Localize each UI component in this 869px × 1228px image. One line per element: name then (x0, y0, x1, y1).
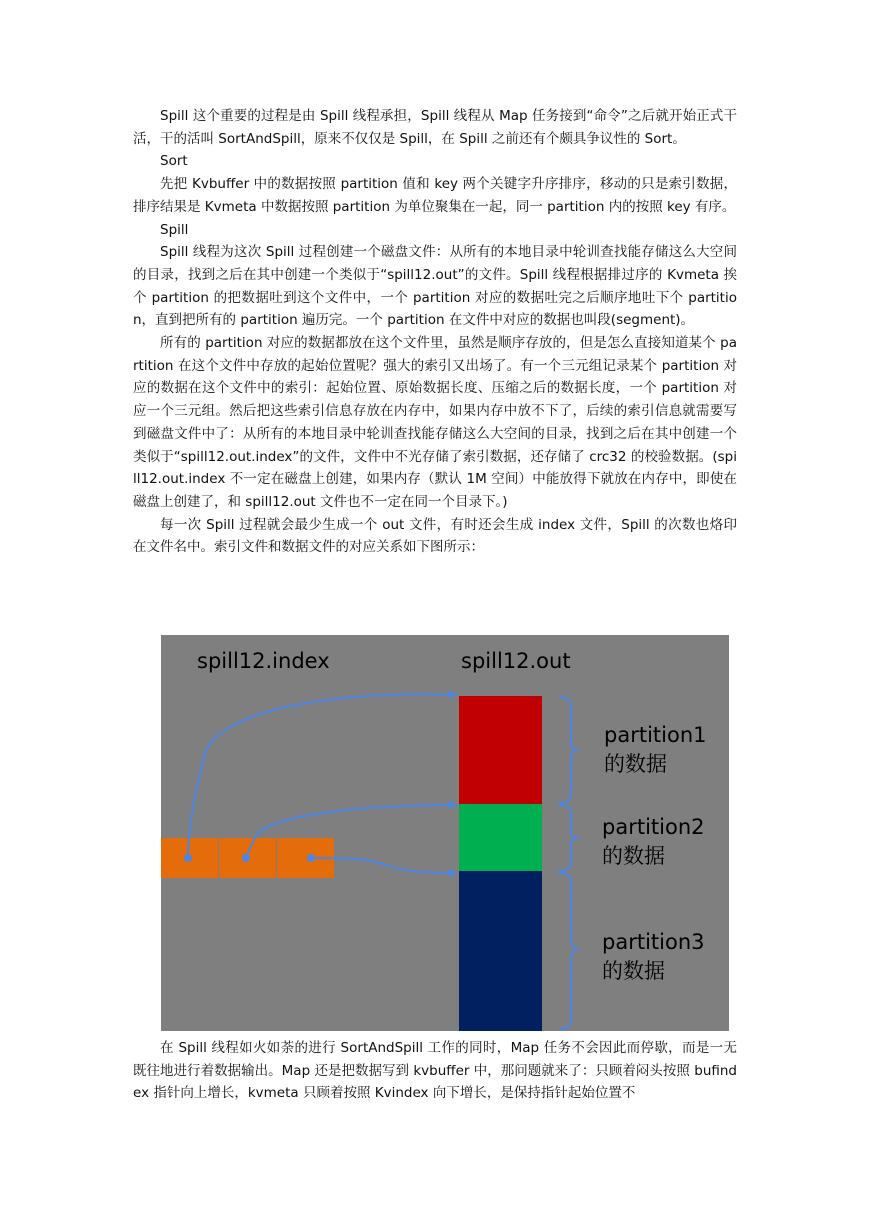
partition3-label-line2: 的数据 (602, 959, 665, 983)
paragraph-intro: Spill 这个重要的过程是由 Spill 线程承担，Spill 线程从 Map 任务接到“命令”之后就开始正式干活，干的活叫 SortAndSpill，原来不仅仅是 Spill，在 Spill 之前还有个颇具争议性的 Sort。 (133, 108, 737, 147)
text-block-bottom (133, 1037, 737, 1105)
brace-partition1 (559, 697, 579, 803)
partition2-label (602, 813, 705, 871)
partition1-label-line2: 的数据 (604, 752, 667, 776)
out-file-title: spill12.out (461, 649, 571, 673)
arrow-partition3 (311, 858, 456, 873)
partition2-label-line1: partition2 (602, 815, 705, 839)
brace-partition3 (559, 873, 579, 1029)
paragraph-index: 所有的 partition 对应的数据都放在这个文件里，虽然是顺序存放的，但是怎么直接知道某个 partition 在这个文件中存放的起始位置呢？强大的索引又出场了。有一个三元组记录某个 partition 对应的数据在这个文件中的索引：起始位置、原始数据长度、压缩之后的数据长度，一个 partition 对应一个三元组。然后把这些索引信息存放在内存中，如果内存中放不下了，后续的索引信息就需要写到磁盘文件中了：从所有的本地目录中轮训查找能存储这么大空间的目录，找到之后在其中创建一个类似于“spill12.out.index”的文件，文件中不光存储了索引数据，还存储了 crc32 的校验数据。(spill12.out.index 不一定在磁盘上创建，如果内存（默认 1M 空间）中能放得下就放在内存中，即使在磁盘上创建了，和 spill12.out 文件也不一定在同一个目录下。) (133, 335, 737, 510)
paragraph-concurrent-output: 在 Spill 线程如火如荼的进行 SortAndSpill 工作的同时，Map 任务不会因此而停歇，而是一无既往地进行着数据输出。Map 还是把数据写到 kvbuffer 中，那问题就来了：只顾着闷头按照 bufindex 指针向上增长，kvmeta 只顾着按照 Kvindex 向下增长，是保持指针起始位置不 (133, 1040, 737, 1102)
partition3-label-line1: partition3 (602, 930, 705, 954)
arrow-partition1 (188, 694, 456, 858)
partition1-label-line1: partition1 (604, 723, 707, 747)
index-pointer-dot-3 (307, 854, 315, 862)
spill-index-diagram (161, 635, 729, 1031)
heading-sort: Sort (160, 153, 188, 170)
index-file-title: spill12.index (197, 649, 330, 673)
index-pointer-dot-2 (242, 854, 250, 862)
partition2-label-line2: 的数据 (602, 844, 665, 868)
partition3-label (602, 928, 705, 986)
text-block-top (133, 105, 737, 559)
paragraph-sort: 先把 Kvbuffer 中的数据按照 partition 值和 key 两个关键字升序排序，移动的只是索引数据，排序结果是 Kvmeta 中数据按照 partition 为单位聚集在一起，同一 partition 内的按照 key 有序。 (133, 176, 737, 215)
arrow-partition2 (246, 805, 456, 858)
brace-partition2 (559, 805, 579, 871)
index-pointer-dot-1 (184, 854, 192, 862)
partition1-label (604, 721, 707, 779)
paragraph-spill-file: Spill 线程为这次 Spill 过程创建一个磁盘文件：从所有的本地目录中轮训查找能存储这么大空间的目录，找到之后在其中创建一个类似于“spill12.out”的文件。Spill 线程根据排过序的 Kvmeta 挨个 partition 的把数据吐到这个文件中，一个 partition 对应的数据吐完之后顺序地吐下个 partition，直到把所有的 partition 遍历完。一个 partition 在文件中对应的数据也叫段(segment)。 (133, 244, 737, 329)
paragraph-figure-intro: 每一次 Spill 过程就会最少生成一个 out 文件，有时还会生成 index 文件，Spill 的次数也烙印在文件名中。索引文件和数据文件的对应关系如下图所示： (133, 516, 737, 556)
heading-spill: Spill (160, 221, 189, 238)
